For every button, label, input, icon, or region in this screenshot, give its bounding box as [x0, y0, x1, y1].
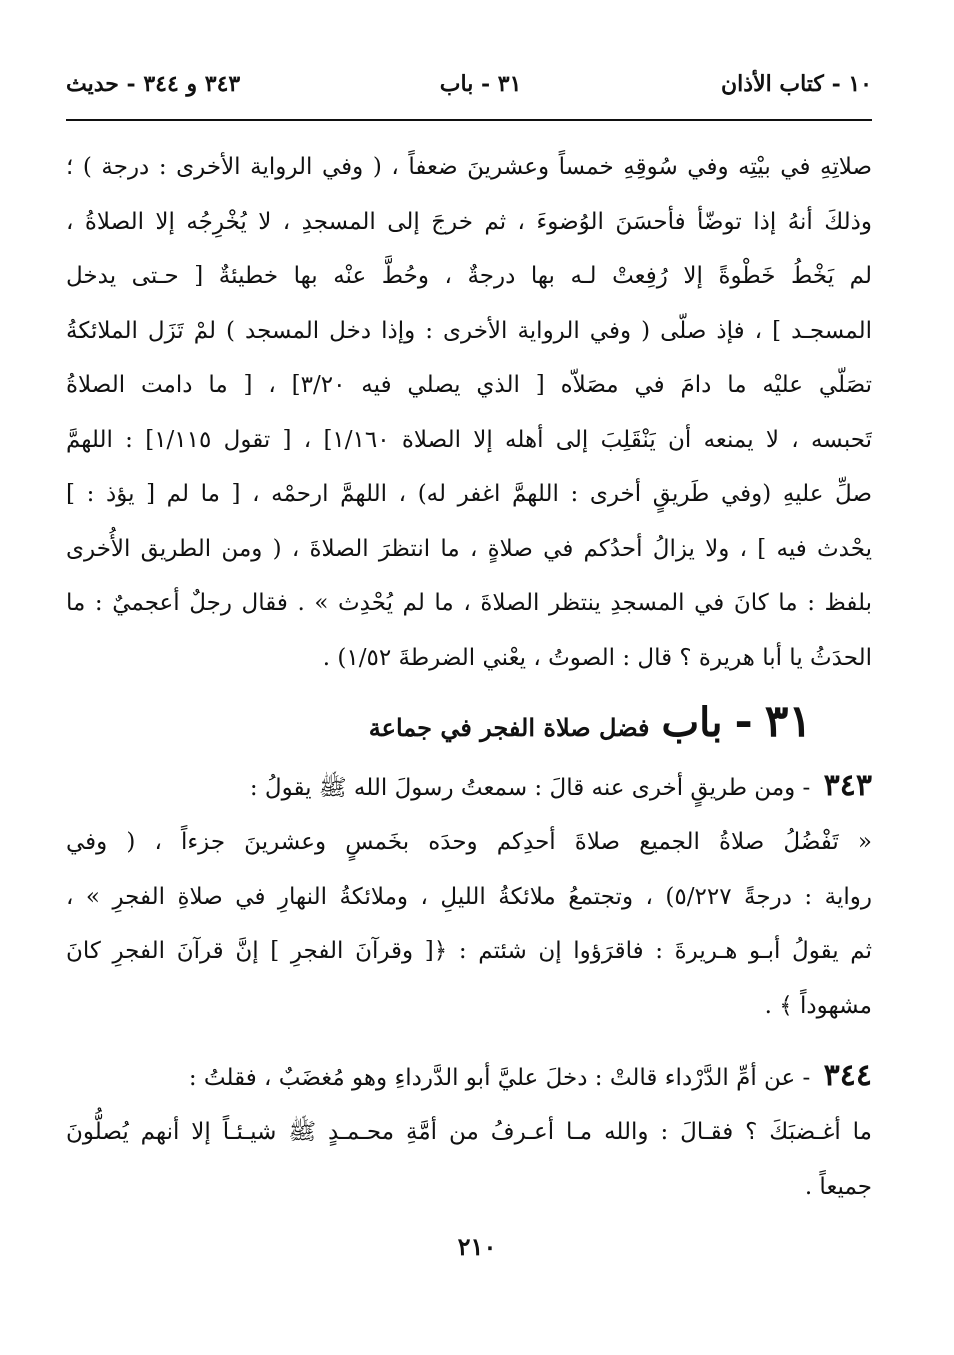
- text-line: وذلكَ أنهُ إذا توضّأ فأحسَنَ الوُضوءَ ، ثم خرجَ إلى المسجدِ ، لا يُخْرِجُه إلا الصلاةُ ،: [66, 208, 872, 235]
- text-line: صلاتِهِ في بيْتِه وفي سُوقِهِ خمساً وعشرينَ ضعفاً ، ( وفي الرواية الأخرى : درجة ) ؛: [66, 154, 872, 180]
- text-line: ما أغـضبَكَ ؟ فقـالَ : والله مـا أعـرفُ من أمَّةِ محـمـدٍ ﷺ شيـئـاً إلا أنهم يُصلُّونَ: [66, 1119, 872, 1145]
- chapter-dash: -: [734, 696, 753, 747]
- header-book-title: ١٠ - كتاب الأذان: [721, 71, 872, 97]
- text-line: صلِّ عليهِ (وفي طَريقٍ أخرى : اللهمَّ اغفر له) ، اللهمَّ ارحمْه ، [ ما لم [ يؤذ : ]: [66, 481, 872, 507]
- hadith-343: [66, 757, 872, 1033]
- continuation-paragraph: [66, 140, 872, 685]
- text-line: الحدَثُ يا أبا هريرة ؟ قال : الصوتُ ، يعْني الضرطةَ ١/٥٢) .: [322, 644, 872, 671]
- page-body: [66, 140, 872, 1214]
- text-line: المسجـد ] ، فإذ صلّى ( وفي الرواية الأخرى : وإذا دخل المسجد ) لمْ تَزَل الملائكةُ: [66, 317, 872, 344]
- spacer: [66, 1033, 872, 1047]
- text-line: مشهوداً ﴾ .: [764, 992, 872, 1019]
- text-line: جميعاً .: [804, 1173, 872, 1200]
- text-line: رواية : درجةً ٥/٢٢٧) ، وتجتمعُ ملائكةُ الليلِ ، وملائكةُ النهارِ في صلاةِ الفجرِ » ،: [66, 883, 872, 910]
- header-hadith-range: ٣٤٣ و ٣٤٤ - حديث: [66, 71, 241, 97]
- hadith-343-intro-line: [66, 757, 872, 815]
- hadith-344: [66, 1047, 872, 1214]
- hadith-intro: - ومن طريقٍ أخرى عنه قالَ : سمعتُ رسولَ الله ﷺ يقولُ :: [249, 775, 811, 801]
- chapter-word: باب: [661, 699, 723, 746]
- running-header: [66, 66, 872, 102]
- chapter-number: ٣١: [764, 696, 812, 747]
- chapter-heading: [66, 687, 872, 757]
- text-line: « تَفْضُلُ صلاةُ الجميع صلاةَ أحدِكم وحدَه بخَمسٍ وعشرينَ جزءاً ، ( وفي: [66, 829, 872, 855]
- text-line: ثم يقولُ أبـو هـريرةَ : فاقرَؤوا إن شئتم : ﴿[ وقرآنَ الفجرِ ] إنَّ قرآنَ الفجرِ كانَ: [66, 938, 872, 964]
- page-number: ٢١٠: [457, 1232, 497, 1261]
- hadith-number: ٣٤٣: [823, 768, 872, 803]
- header-rule: [66, 119, 872, 121]
- text-line: لم يَخْطُ خَطْوةً إلا رُفِعتْ لـه بها درجةٌ ، وحُطَّ عنْه بها خطيئةٌ [ حـتى يدخل: [66, 263, 872, 289]
- text-line: بلفظ : ما كانَ في المسجدِ ينتظر الصلاةَ ، ما لم يُحْدِث » . فقال رجلٌ أعجميٌ : ما: [66, 590, 872, 616]
- text-line: تَحبسه ، لا يمنعه أن يَنْقَلِبَ إلى أهله إلا الصلاة ١/١٦٠] ، [ تقول ١/١١٥] : اللهمَّ: [66, 426, 872, 453]
- hadith-344-intro-line: [66, 1047, 872, 1105]
- text-line: تصَلّي عليْه ما دامَ في مصَلاّه [ الذي يصلي فيه ٣/٢٠] ، [ ما دامت الصلاةُ: [66, 372, 872, 398]
- header-chapter: ٣١ - باب: [439, 71, 522, 97]
- chapter-title: فضل صلاة الفجر في جماعة: [368, 713, 650, 742]
- text-line: يحْدث فيه ] ، ولا يزالُ أحدُكم في صلاةٍ ، ما انتظرَ الصلاةَ ، ( ومن الطريق الأُخرى: [66, 535, 872, 562]
- hadith-intro: - عن أمِّ الدَّرْداء قالتْ : دخلَ عليَّ أبو الدَّرداءِ وهو مُغضَبٌ ، فقلتُ :: [188, 1065, 811, 1091]
- hadith-number: ٣٤٤: [823, 1058, 872, 1093]
